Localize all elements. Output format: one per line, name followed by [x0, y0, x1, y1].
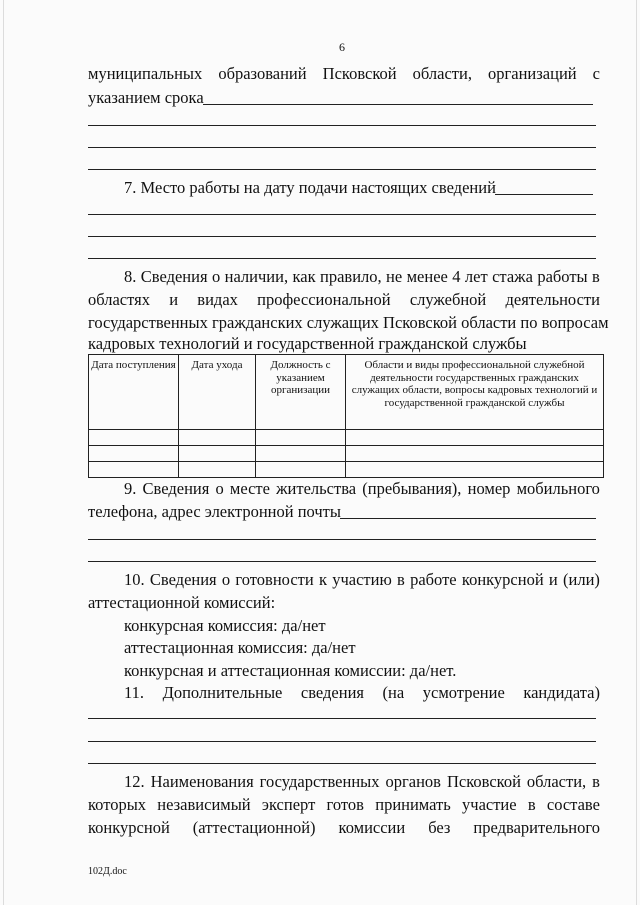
word: Сведения	[149, 570, 217, 589]
table-cell[interactable]	[256, 462, 346, 478]
section-8-line-3: государственных гражданских служащих Псковской области по вопросам	[88, 313, 609, 332]
word: работе	[410, 570, 457, 589]
table-cell[interactable]	[179, 446, 256, 462]
word: комиссии	[338, 818, 406, 837]
word: государственных	[259, 772, 380, 791]
section-8-line-4: кадровых технологий и государственной гражданской службы	[88, 334, 527, 353]
word: служебной	[409, 290, 487, 309]
table-cell[interactable]	[346, 462, 604, 478]
word: (на	[382, 683, 405, 702]
option-both-commissions: конкурсная и аттестационная комиссии: да/нет.	[124, 661, 457, 680]
word: принимать	[375, 795, 451, 814]
word: в	[527, 795, 536, 814]
word: составе	[546, 795, 600, 814]
word: Сведения	[142, 479, 210, 498]
word: не	[386, 267, 403, 286]
word: образований	[218, 64, 307, 83]
word: конкурсной	[88, 818, 170, 837]
section-8-line-1	[124, 267, 600, 287]
word: и	[548, 570, 558, 589]
word: кандидата)	[523, 683, 600, 702]
word: области,	[526, 772, 587, 791]
section-11-line	[124, 683, 600, 703]
word: правило,	[320, 267, 382, 286]
word: муниципальных	[88, 64, 203, 83]
footer-filename: 102Д.doc	[88, 866, 127, 877]
header-activity-areas: Области и виды профессиональной служебной деятельности государственных гражданских служащих области, вопросы кадровых технологий и государственной гражданской службы	[346, 355, 604, 430]
word: участию	[332, 570, 392, 589]
word: Псковской	[446, 772, 521, 791]
fill-line	[88, 125, 596, 126]
table-cell[interactable]	[89, 462, 179, 478]
scan-edge-right	[636, 0, 637, 905]
workplace-fill-line	[495, 194, 593, 195]
section-12-line-2	[88, 795, 600, 815]
word: 10.	[124, 570, 145, 589]
table-cell[interactable]	[179, 462, 256, 478]
word: Дополнительные	[162, 683, 283, 702]
section-10-line-1	[124, 570, 600, 590]
word: 4	[452, 267, 461, 286]
table-row	[89, 446, 604, 462]
section-12-line-1	[124, 772, 600, 792]
continuation-line-2: указанием срока	[88, 88, 204, 107]
word: работы	[537, 267, 588, 286]
contacts-fill-line	[340, 518, 596, 519]
section-9-line-1	[124, 479, 600, 499]
word: мобильного	[516, 479, 600, 498]
word: (пребывания),	[362, 479, 462, 498]
term-fill-line	[203, 104, 593, 105]
table-cell[interactable]	[346, 430, 604, 446]
word: профессиональной	[257, 290, 391, 309]
word: Псковской	[322, 64, 397, 83]
section-10-line-2: аттестационной комиссий:	[88, 593, 276, 612]
word: Сведения	[140, 267, 208, 286]
word: сведения	[300, 683, 364, 702]
word: эксперт	[261, 795, 316, 814]
word: областях	[88, 290, 150, 309]
word: месте	[229, 479, 270, 498]
scan-edge-left	[3, 0, 4, 905]
word: и	[169, 290, 179, 309]
word: Наименования	[150, 772, 254, 791]
word: стажа	[492, 267, 533, 286]
word: органов	[385, 772, 441, 791]
word: конкурсной	[461, 570, 544, 589]
fill-line	[88, 561, 596, 562]
continuation-line-1	[88, 64, 600, 84]
word: к	[318, 570, 327, 589]
word: 9.	[124, 479, 137, 498]
option-attestation-commission: аттестационная комиссия: да/нет	[124, 638, 356, 657]
word: независимый	[157, 795, 251, 814]
fill-line	[88, 718, 596, 719]
word: (аттестационной)	[192, 818, 316, 837]
section-8-line-2	[88, 290, 600, 310]
fill-line	[88, 763, 596, 764]
section-7-text: 7. Место работы на дату подачи настоящих сведений	[124, 178, 496, 197]
table-cell[interactable]	[256, 430, 346, 446]
word: в	[592, 772, 600, 791]
word: лет	[464, 267, 488, 286]
word: как	[292, 267, 316, 286]
table-cell[interactable]	[256, 446, 346, 462]
service-history-table	[88, 354, 604, 478]
word: которых	[88, 795, 147, 814]
word: готов	[326, 795, 364, 814]
table-cell[interactable]	[89, 430, 179, 446]
word: 11.	[124, 683, 145, 702]
word: деятельности	[505, 290, 600, 309]
word: 8.	[124, 267, 137, 286]
word: в	[397, 570, 405, 589]
word: о	[211, 267, 221, 286]
header-position: Должность с указанием организации	[256, 355, 346, 430]
word: (или)	[563, 570, 600, 589]
table-row	[89, 430, 604, 446]
word: в	[592, 267, 600, 286]
word: без	[428, 818, 451, 837]
fill-line	[88, 236, 596, 237]
word: готовности	[235, 570, 314, 589]
word: жительства	[276, 479, 357, 498]
header-date-start: Дата поступления	[89, 355, 179, 430]
page-number: 6	[339, 40, 345, 54]
fill-line	[88, 214, 596, 215]
word: предварительного	[473, 818, 600, 837]
option-competition-commission: конкурсная комиссия: да/нет	[124, 616, 326, 635]
word: участие	[462, 795, 517, 814]
word: менее	[406, 267, 448, 286]
table-cell[interactable]	[89, 446, 179, 462]
word: 12.	[124, 772, 145, 791]
table-cell[interactable]	[346, 446, 604, 462]
fill-line	[88, 258, 596, 259]
word: номер	[467, 479, 511, 498]
word: усмотрение	[422, 683, 505, 702]
section-9-line-2: телефона, адрес электронной почты	[88, 502, 341, 521]
section-12-line-3	[88, 818, 600, 838]
fill-line	[88, 169, 596, 170]
fill-line	[88, 539, 596, 540]
word: организаций	[488, 64, 577, 83]
word: о	[215, 479, 224, 498]
word: о	[221, 570, 231, 589]
word: с	[592, 64, 600, 83]
table-cell[interactable]	[179, 430, 256, 446]
fill-line	[88, 147, 596, 148]
fill-line	[88, 741, 596, 742]
word: видах	[197, 290, 238, 309]
header-date-end: Дата ухода	[179, 355, 256, 430]
word: наличии,	[224, 267, 289, 286]
table-row	[89, 462, 604, 478]
word: области,	[412, 64, 472, 83]
